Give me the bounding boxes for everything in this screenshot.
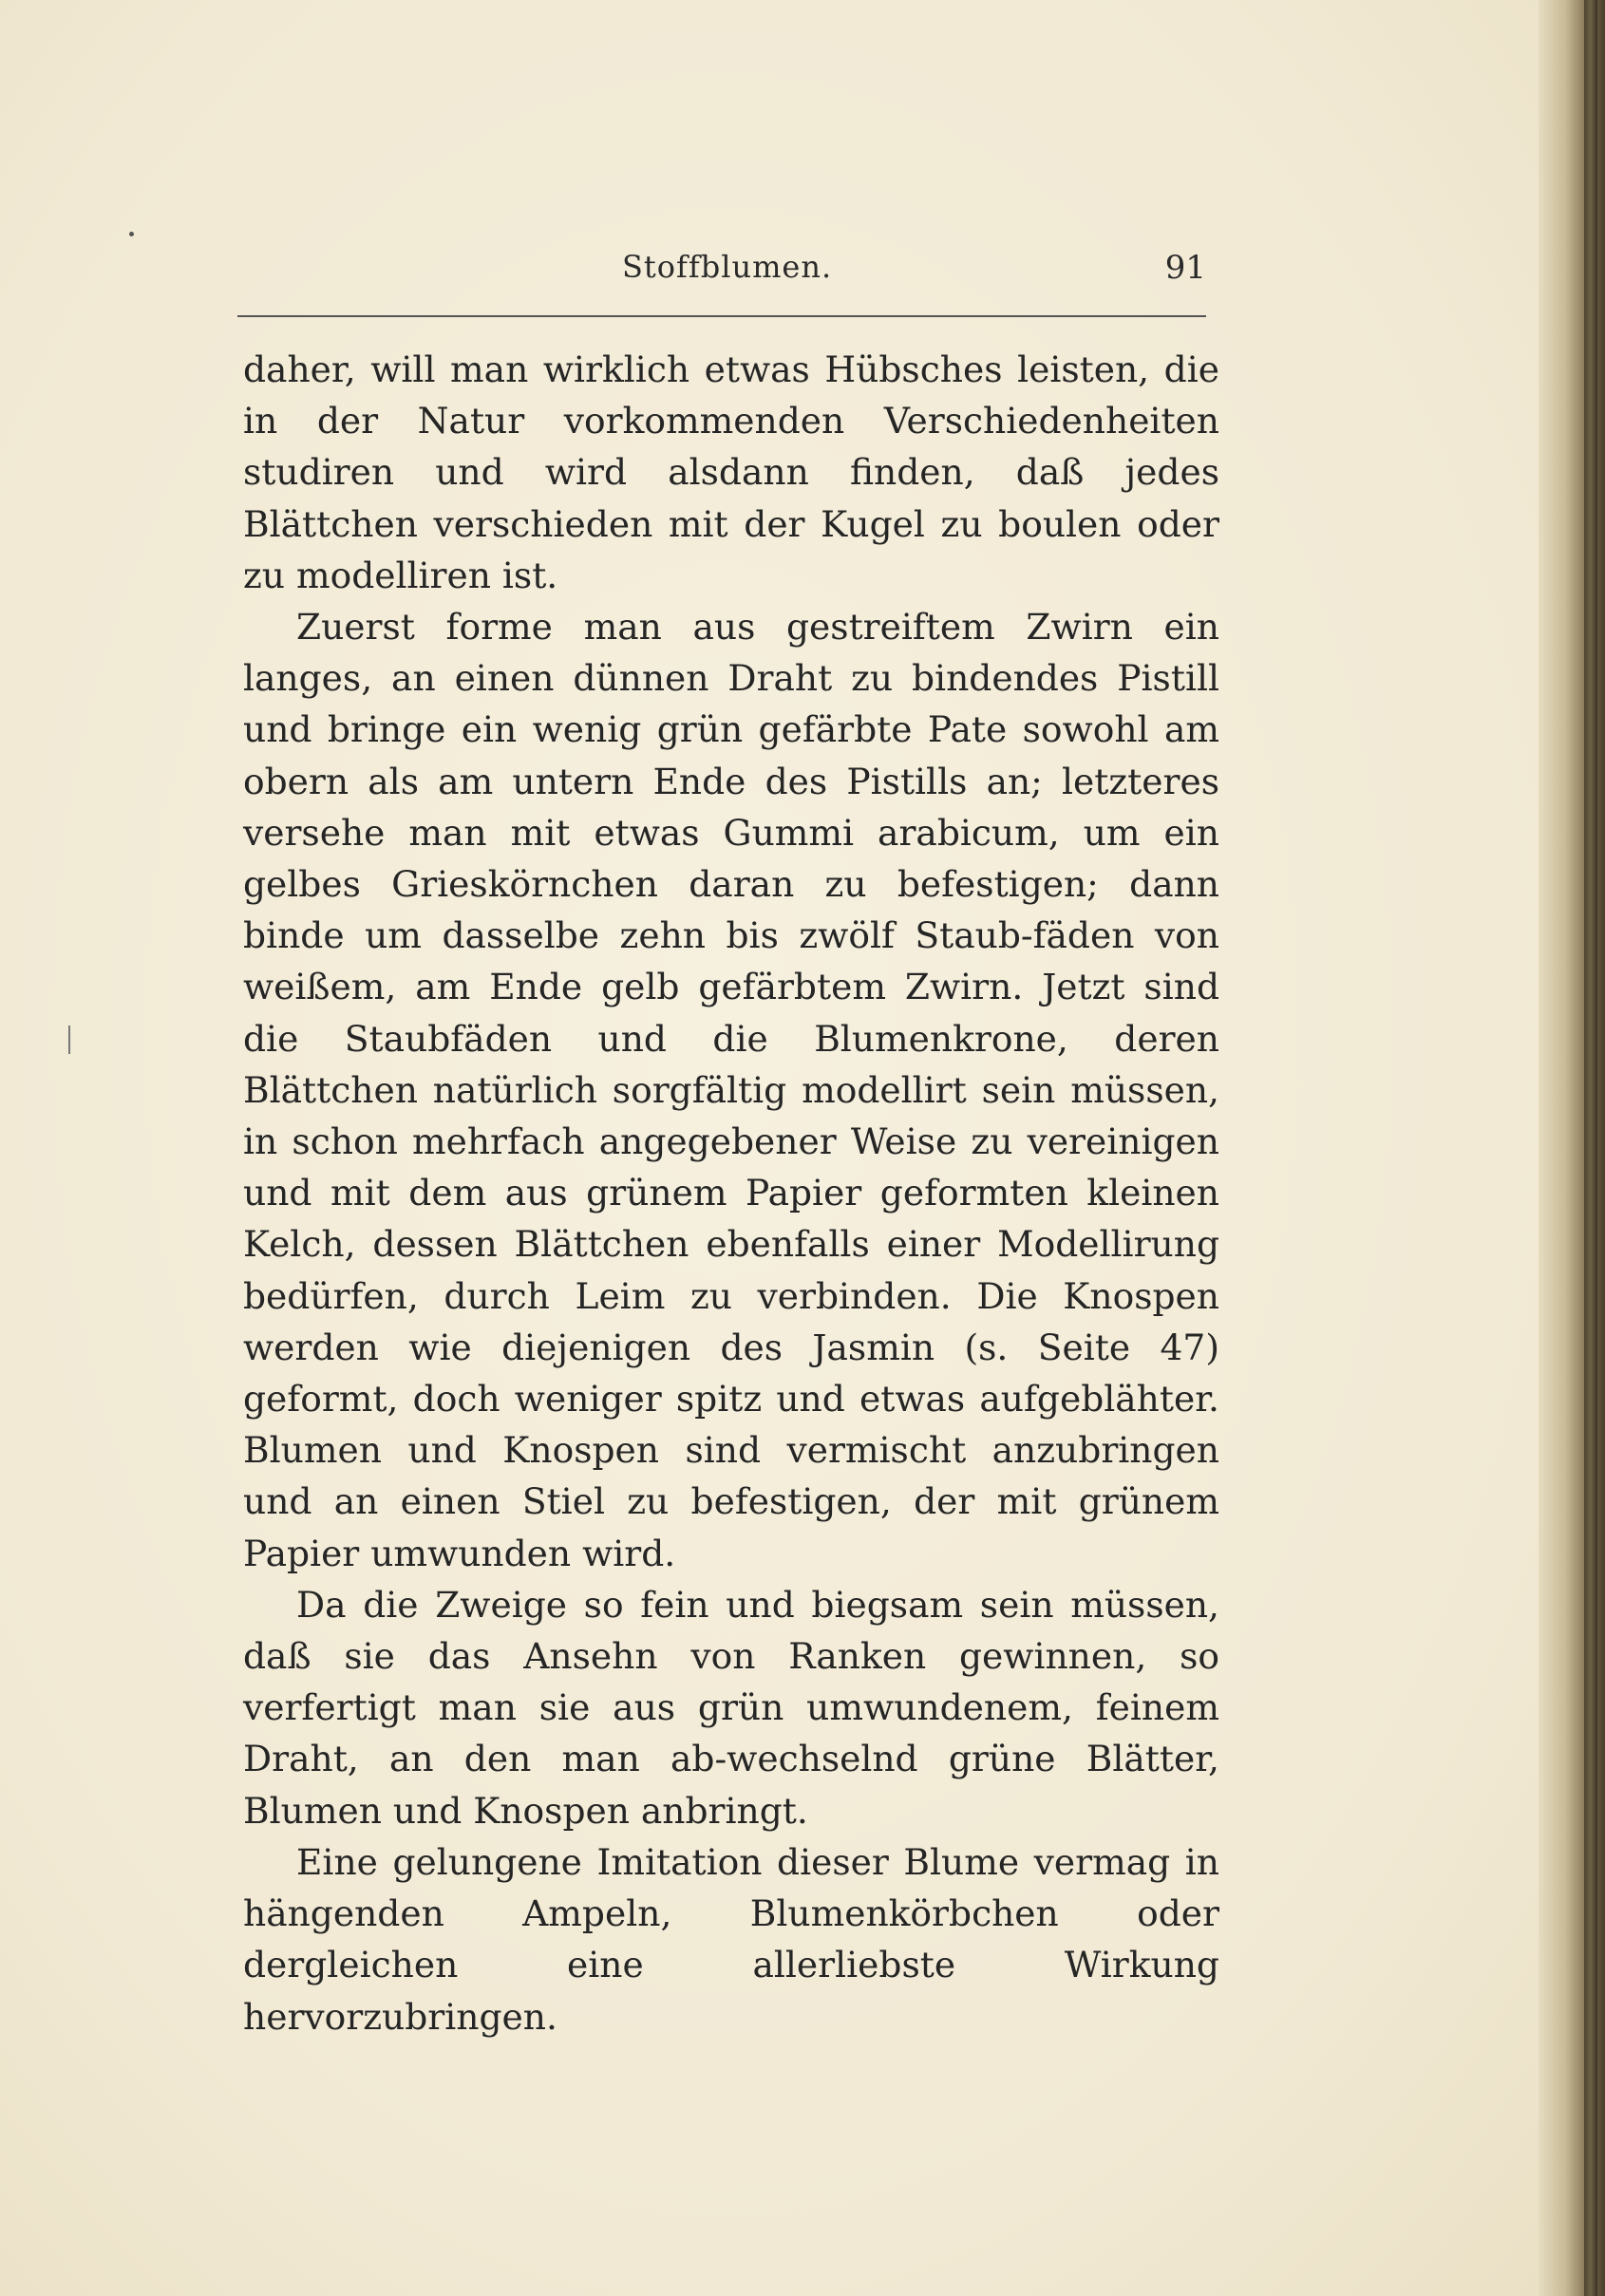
header-rule (237, 315, 1206, 317)
margin-mark (68, 1026, 70, 1054)
ink-speck (129, 232, 134, 236)
running-head: Stoffblumen. (622, 249, 833, 285)
binding-edge (1584, 0, 1597, 2296)
paragraph-4: Eine gelungene Imitation dieser Blume vermag in hängenden Ampeln, Blumenkörbchen oder dergleichen eine allerliebste Wirkung hervorzubringen. (243, 1840, 1219, 2038)
page-header (237, 249, 1206, 296)
page-number: 91 (1164, 249, 1206, 287)
paragraph-2: Zuerst forme man aus gestreiftem Zwirn ein langes, an einen dünnen Draht zu bindendes Pistill und bringe ein wenig grün gefärbte Pate sowohl am obern als am untern Ende des Pistills an; letzteres versehe man mit etwas Gummi arabicum, um ein gelbes Grieskörnchen daran zu befestigen; dann binde um dasselbe zehn bis zwölf Staub-fäden von weißem, am Ende gelb gefärbtem Zwirn. Jetzt sind die Staubfäden und die Blumenkrone, deren Blättchen natürlich sorgfältig modellirt sein müssen, in schon mehrfach angegebener Weise zu vereinigen und mit dem aus grünem Papier geformten kleinen Kelch, dessen Blättchen ebenfalls einer Modellirung bedürfen, durch Leim zu verbinden. Die Knospen werden wie diejenigen des Jasmin (s. Seite 47) geformt, doch weniger spitz und etwas aufgeblähter. Blumen und Knospen sind vermischt anzubringen und an einen Stiel zu befestigen, der mit grünem Papier umwunden wird. (243, 606, 1219, 1574)
paragraph-1: daher, will man wirklich etwas Hübsches leisten, die in der Natur vorkommenden Verschiedenheiten studiren und wird alsdann finden, daß jedes Blättchen verschieden mit der Kugel zu boulen oder zu modelliren ist. (243, 348, 1219, 596)
paragraph-3: Da die Zweige so fein und biegsam sein müssen, daß sie das Ansehn von Ranken gewinnen, so verfertigt man sie aus grün umwundenem, feinem Draht, an den man ab-wechselnd grüne Blätter, Blumen und Knospen anbringt. (243, 1583, 1219, 1832)
body-text (243, 344, 1219, 2042)
